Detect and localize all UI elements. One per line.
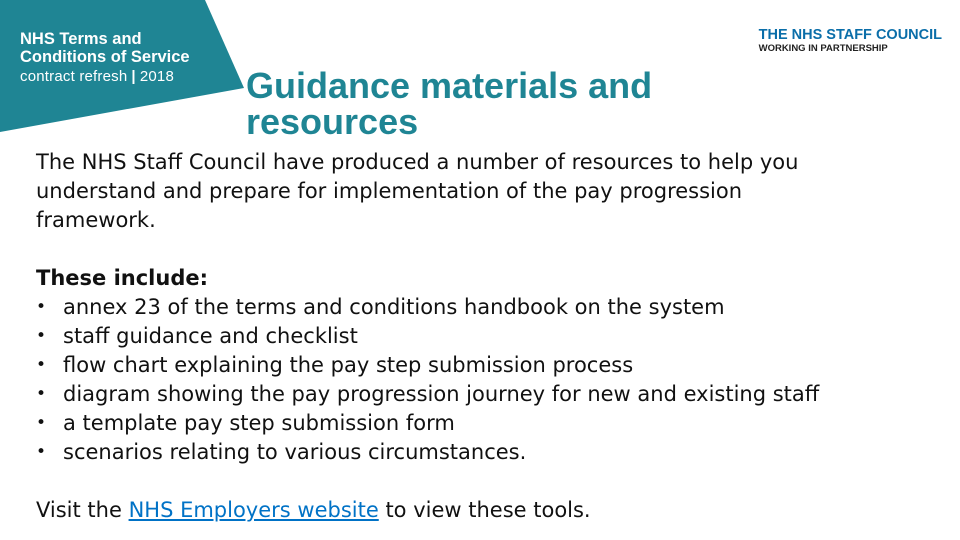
banner-line-3 [20, 66, 190, 87]
intro-paragraph: The NHS Staff Council have produced a number of resources to help you understand and prepare for implementation of the pay progression framework. [36, 150, 799, 232]
list-item: • a template pay step submission form [36, 409, 846, 438]
list-item: • staff guidance and checklist [36, 322, 846, 351]
nhs-terms-banner [0, 0, 245, 135]
list-item: • flow chart explaining the pay step submission process [36, 351, 846, 380]
slide-body [36, 148, 916, 525]
list-item: • diagram showing the pay progression journey for new and existing staff [36, 380, 846, 409]
list-heading: These include: [36, 266, 208, 290]
page-title: Guidance materials and resources [246, 65, 653, 142]
nhs-employers-link[interactable]: NHS Employers website [128, 498, 379, 522]
resource-list [36, 293, 846, 467]
council-logo-title: THE NHS STAFF COUNCIL [758, 27, 942, 43]
footer-sentence [36, 496, 916, 525]
council-logo-subtitle: WORKING IN PARTNERSHIP [758, 43, 888, 54]
banner-line-2: Conditions of Service [20, 48, 190, 66]
banner-year: 2018 [139, 68, 174, 85]
banner-separator: | [131, 68, 136, 85]
banner-line-1: NHS Terms and [20, 30, 142, 48]
list-item: • annex 23 of the terms and conditions handbook on the system [36, 293, 846, 322]
footer-prefix: Visit the [36, 498, 129, 522]
nhs-staff-council-logo [759, 27, 942, 55]
banner-contract-refresh: contract refresh [20, 68, 128, 85]
banner-text [20, 30, 190, 87]
list-item: • scenarios relating to various circumstances. [36, 438, 846, 467]
footer-suffix: to view these tools. [378, 498, 591, 522]
